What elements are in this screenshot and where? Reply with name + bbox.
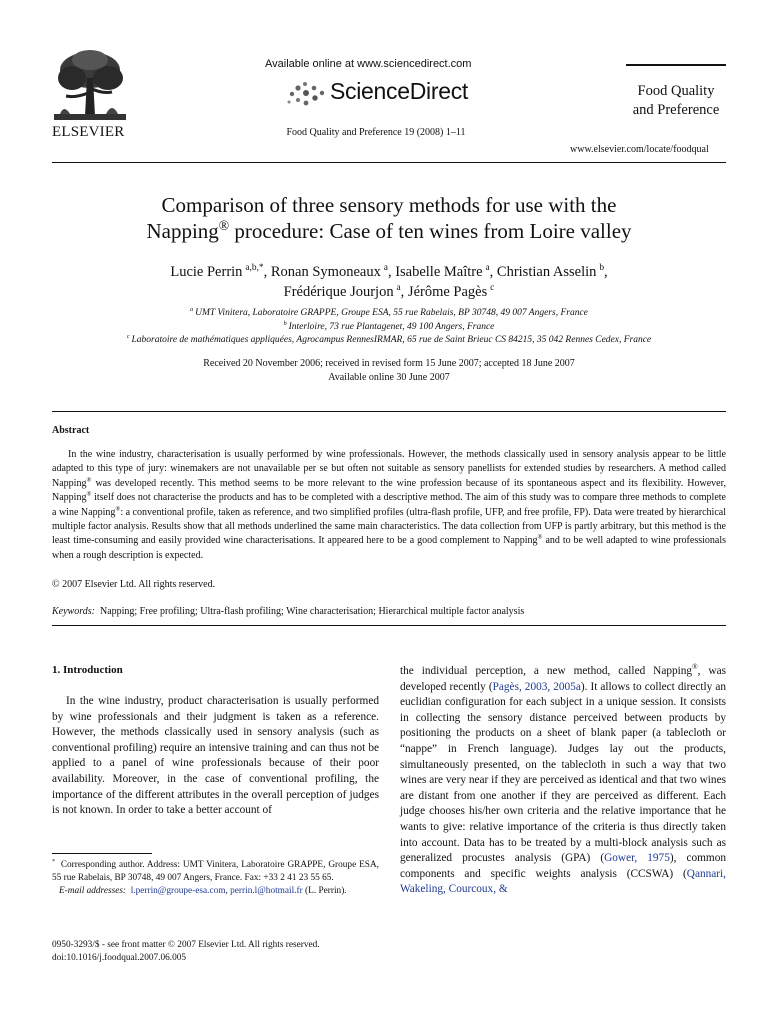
- intro-left-column: In the wine industry, product characterisation is usually performed by wine professionals and their judgment is taken as a reference. However, the methods classically used in sensory analysis (such as conventional profiling) require an intensive training and can thus not be applied to a panel of wine professionals because of their poor availability. Moreover, in the case of conventional profiling, the importance of the different attributes in the overall perception of judges is not known. In order to take a better account of: [52, 695, 379, 817]
- author-name[interactable]: Jérôme Pagès: [407, 284, 488, 300]
- author-name[interactable]: Ronan Symoneaux: [270, 264, 381, 280]
- sciencedirect-dots-icon: [286, 80, 328, 108]
- intro-right-column: the individual perception, a new method, called Napping®, was developed recently (Pagès, 2003, 2005a). It allows to collect directly an euclidian configuration for each subject in a unique session. It consists in collecting the sensory distance perceived between products by positioning the products on a sheet of blank paper (a tablecloth or “nappe” in French language). Judges lay out the products, simultaneously presented, on the tablecloth in such a way that two wines are very near if they are perceived as identical and that two wines are distant from one another if they are perceived as different. Each judge chooses his/her own criteria and the relative importance that he wants to give: relative importance of the criteria is thus directly taken into account. Data has to be treated by a multi-block analysis such as generalized procustes analysis (GPA) (Gower, 1975), common components and specific weights analysis (CCSWA) (Qannari, Wakeling, Courcoux, &: [400, 662, 727, 896]
- sciencedirect-wordmark: ScienceDirect: [330, 78, 468, 104]
- email-link-1[interactable]: l.perrin@groupe-esa.com: [130, 885, 226, 896]
- abstract-body: In the wine industry, characterisation is usually performed by wine professionals. However, the methods classically used in sensory analysis appear to be little adapted to this type of jury: winemakers are not unavailable per se but often not suitable as sensory panellists for extended studies by researchers. A method called Napping® was developed recently. This method seems to be more relevant to the wine profession because of its spontaneous aspect and its flexibility. However, Napping® itself does not characterise the products and has to be completed with a descriptive method. The aim of this study was to compare three methods to complete a wine Napping®: a conventional profile, taken as reference, and two simplified profiles (ultra-flash profile, UFP, and free profile, FP). Data were treated by hierarchical multiple factor analysis. Results show that all methods underlined the same main characteristics. The data collection from UFP is partly arbitrary, but this method is the least time-consuming and easily provided wine characterisations. It appeared here to be a good complement to Napping® and to be well adapted to wine professionals when a rough description is expected.: [52, 449, 726, 561]
- journal-name-line2: and Preference: [632, 102, 720, 118]
- affiliation-c: $^c$ Laboratoire de mathématiques appliquées, Agrocampus RennesIRMAR, 65 rue de Saint Brieuc CS 84215, 35 042 Rennes Cedex, France: [126, 333, 652, 345]
- abstract-copyright: © 2007 Elsevier Ltd. All rights reserved.: [52, 579, 216, 590]
- reference-link-gower[interactable]: Gower, 1975: [604, 852, 670, 865]
- title-line-1: Comparison of three sensory methods for use with the: [161, 193, 617, 217]
- header-divider: [52, 162, 726, 163]
- author-name[interactable]: Lucie Perrin: [170, 264, 243, 280]
- email-link-2[interactable]: perrin.l@hotmail.fr: [230, 885, 303, 896]
- doi-line[interactable]: doi:10.1016/j.foodqual.2007.06.005: [52, 953, 187, 963]
- journal-name: [626, 82, 726, 120]
- affiliation-b: $^b$ Interloire, 73 rue Plantagenet, 49 100 Angers, France: [283, 320, 495, 332]
- publisher-name: ELSEVIER: [52, 124, 125, 140]
- available-online-text[interactable]: Available online at www.sciencedirect.com: [265, 58, 472, 70]
- title-line-2: Napping® procedure: Case of ten wines from Loire valley: [146, 218, 632, 243]
- section-heading-introduction: 1. Introduction: [52, 664, 123, 676]
- affiliation-a: $^a$ UMT Vinitera, Laboratoire GRAPPE, Groupe ESA, 55 rue Rabelais, BP 30748, 49 007 Angers, France: [190, 306, 588, 318]
- keywords-label: Keywords:: [52, 606, 95, 617]
- abstract-heading: Abstract: [52, 425, 90, 436]
- keywords-divider: [52, 625, 726, 626]
- issn-line: 0950-3293/$ - see front matter © 2007 Elsevier Ltd. All rights reserved.: [52, 940, 320, 950]
- journal-url-link[interactable]: www.elsevier.com/locate/foodqual: [570, 144, 709, 155]
- received-dates: Received 20 November 2006; received in revised form 15 June 2007; accepted 18 June 2007: [203, 358, 575, 369]
- email-label: E-mail addresses:: [58, 885, 127, 896]
- journal-name-line1: Food Quality: [637, 83, 715, 99]
- reference-link-qannari[interactable]: Qannari, Wakeling, Courcoux, &: [400, 867, 726, 896]
- footnote-rule: [52, 853, 152, 854]
- author-name[interactable]: Christian Asselin: [496, 264, 597, 280]
- corresponding-author-footnote: * Corresponding author. Address: UMT Vinitera, Laboratoire GRAPPE, Groupe ESA, 55 rue Rabelais, BP 30748, 49 007 Angers, France. Fax: +33 2 41 23 55 65. E-mail addresses: l.perrin@groupe-esa.com, perrin.l@hotmail.fr (L. Perrin).: [52, 858, 379, 896]
- author-line-1: Lucie Perrin $^{a,b,*}$, Ronan Symoneaux $^a$, Isabelle Maître $^a$, Christian Asselin $^b$,: [170, 263, 608, 280]
- author-name[interactable]: Isabelle Maître: [395, 264, 483, 280]
- front-matter-info: [52, 939, 320, 965]
- journal-name-rule: [626, 64, 726, 66]
- footnote-text: Corresponding author. Address: UMT Vinitera, Laboratoire GRAPPE, Groupe ESA, 55 rue Rabelais, BP 30748, 49 007 Angers, France. Fax: +33 2 41 23 55 65.: [52, 860, 379, 883]
- available-online-date: Available online 30 June 2007: [328, 372, 450, 383]
- author-name[interactable]: Frédérique Jourjon: [283, 284, 394, 300]
- keywords: [52, 606, 524, 617]
- reference-link-pages[interactable]: Pagès, 2003, 2005a: [492, 680, 581, 693]
- affiliations: [52, 307, 726, 348]
- author-line-2: Frédérique Jourjon $^a$, Jérôme Pagès $^c$: [283, 283, 495, 300]
- journal-citation: Food Quality and Preference 19 (2008) 1–11: [286, 127, 466, 138]
- keywords-text: Napping; Free profiling; Ultra-flash profiling; Wine characterisation; Hierarchical multiple factor analysis: [99, 606, 525, 617]
- article-dates: [52, 357, 726, 385]
- article-title: [52, 192, 726, 244]
- abstract-top-divider: [52, 411, 726, 412]
- author-list: [52, 262, 726, 302]
